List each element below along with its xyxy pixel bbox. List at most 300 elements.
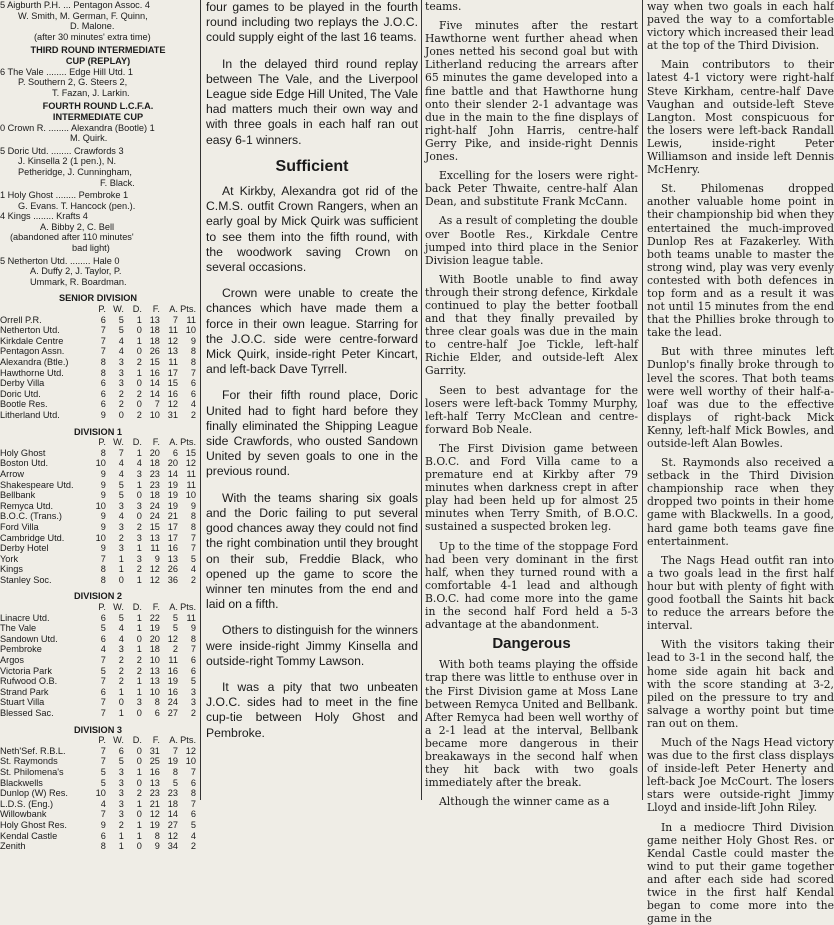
stat-cell: 0 (118, 574, 124, 585)
stat-cell: 16 (167, 665, 178, 676)
paragraph: Much of the Nags Head victory was due to the first class displays of inside-left Peter Henerty and left-back Joe McCourt. The losers stars were outside-right Jimmy Lloyd and inside-lift John Riley. (647, 735, 834, 815)
stat-cell: 10 (185, 490, 196, 501)
table-row (0, 831, 196, 842)
stat-cell: 9 (100, 490, 106, 501)
stat-cell: 15 (185, 447, 196, 458)
stat-cell: 4 (118, 346, 124, 357)
team-name: Strand Park (0, 686, 49, 697)
result-line: 0 Crown R. ........ Alexandra (Bootle) 1 (0, 122, 155, 133)
stat-cell: 19 (149, 623, 160, 634)
stat-cell: 3 (190, 697, 196, 708)
stat-cell: 15 (149, 521, 160, 532)
stat-cell: 8 (100, 447, 106, 458)
result-line: bad light) (72, 243, 110, 254)
paragraph: At Kirkby, Alexandra got rid of the C.M.S. outfit Crown Rangers, when an early goal by Mick Quirk was sufficient to see them into the fifth round, with the woodwork saving Crown on several occasions. (206, 184, 418, 275)
stat-cell: 8 (190, 788, 196, 799)
stat-cell: 0 (136, 511, 142, 522)
header-cell (0, 735, 88, 746)
header-cell: P. (98, 735, 106, 746)
header-cell: D. (132, 735, 142, 746)
table-row (0, 522, 196, 533)
table-title: DIVISION 2 (74, 591, 122, 602)
table-row (0, 543, 196, 554)
table-row (0, 399, 196, 410)
table-row (0, 501, 196, 512)
result-block (0, 67, 196, 99)
header-cell: F. (152, 437, 160, 448)
stat-cell: 3 (118, 798, 124, 809)
stat-cell: 18 (149, 644, 160, 655)
stat-cell: 4 (100, 798, 106, 809)
stat-cell: 9 (100, 479, 106, 490)
team-name: Zenith (0, 841, 26, 852)
stat-cell: 6 (118, 745, 124, 756)
result-line: Ummark, R. Boardman. (30, 276, 127, 287)
result-line: D. Malone. (70, 21, 115, 32)
stat-cell: 9 (190, 500, 196, 511)
stat-cell: 2 (136, 655, 142, 666)
stat-cell: 7 (190, 532, 196, 543)
stat-cell: 7 (172, 314, 178, 325)
stat-cell: 34 (167, 841, 178, 852)
result-block (0, 146, 196, 188)
table-header-row (0, 602, 196, 613)
stat-cell: 7 (172, 745, 178, 756)
stat-cell: 8 (190, 633, 196, 644)
table-row (0, 746, 196, 757)
team-name: Boston Utd. (0, 458, 49, 469)
stat-cell: 8 (100, 841, 106, 852)
stat-cell: 23 (149, 479, 160, 490)
stat-cell: 2 (118, 655, 124, 666)
section-heading: CUP (REPLAY) (65, 55, 131, 66)
stat-cell: 3 (118, 367, 124, 378)
stat-cell: 2 (118, 819, 124, 830)
stat-cell: 9 (190, 623, 196, 634)
stat-cell: 2 (118, 388, 124, 399)
stat-cell: 10 (95, 532, 106, 543)
stat-cell: 0 (136, 325, 142, 336)
result-line: 5 Aigburth P.H. ... Pentagon Assoc. 4 (0, 0, 150, 10)
stat-cell: 23 (167, 788, 178, 799)
stat-cell: 6 (172, 447, 178, 458)
paragraph: In a mediocre Third Division game neither Holy Ghost Res. or Kendal Castle could master the wind to put their game together and after each side had scored twice in the first half Kendal began to come more into the game in the (647, 820, 834, 925)
section-heading: FOURTH ROUND L.C.F.A. (42, 101, 154, 112)
result-line: 5 Netherton Utd. ........ Hale 0 (0, 255, 120, 266)
league-tables (0, 293, 196, 851)
stat-cell: 7 (100, 325, 106, 336)
paragraph: Although the winner came as a (439, 795, 610, 809)
stat-cell: 0 (136, 633, 142, 644)
stat-cell: 8 (154, 697, 160, 708)
table-row (0, 666, 196, 677)
stat-cell: 18 (149, 335, 160, 346)
stat-cell: 1 (136, 676, 142, 687)
table-row (0, 788, 196, 799)
stat-cell: 2 (118, 532, 124, 543)
result-line: A. Bibby 2, C. Bell (40, 221, 115, 232)
stat-cell: 16 (149, 766, 160, 777)
stat-cell: 21 (167, 511, 178, 522)
stat-cell: 1 (136, 367, 142, 378)
stat-cell: 31 (149, 745, 160, 756)
table-row (0, 357, 196, 368)
stat-cell: 5 (118, 756, 124, 767)
stat-cell: 14 (167, 468, 178, 479)
stat-cell: 0 (136, 809, 142, 820)
header-cell: W. (113, 602, 124, 613)
result-line: M. Quirk. (70, 133, 108, 144)
stat-cell: 6 (190, 655, 196, 666)
stat-cell: 27 (167, 708, 178, 718)
stat-cell: 8 (100, 564, 106, 575)
stat-cell: 3 (118, 357, 124, 367)
stat-cell: 8 (100, 367, 106, 378)
paragraph: With the teams sharing six goals and the Doric failing to put several good chances away they could not find the right combination until they brought on their sub, Freddie Black, who opened up the game to score the winner ten minutes from the end and laid on a fifth. (206, 490, 418, 612)
result-line: (abandoned after 110 minutes' (10, 232, 134, 243)
stat-cell: 3 (136, 468, 142, 479)
stat-cell: 4 (136, 458, 142, 469)
team-name: Victoria Park (0, 665, 52, 676)
stat-cell: 19 (167, 756, 178, 767)
column-rule (421, 0, 422, 800)
stat-cell: 9 (100, 409, 106, 420)
stat-cell: 10 (149, 655, 160, 666)
header-cell: A. (169, 735, 178, 746)
stat-cell: 1 (136, 766, 142, 777)
stat-cell: 4 (118, 458, 124, 469)
league-table (0, 437, 196, 585)
stat-cell: 5 (172, 623, 178, 634)
stat-cell: 19 (167, 676, 178, 687)
stat-cell: 0 (136, 708, 142, 718)
table-row (0, 613, 196, 624)
stat-cell: 0 (118, 697, 124, 708)
stat-cell: 1 (136, 543, 142, 554)
stat-cell: 10 (95, 788, 106, 799)
stat-cell: 13 (149, 314, 160, 325)
stat-cell: 1 (136, 686, 142, 697)
stat-cell: 3 (136, 500, 142, 511)
column-rule (642, 0, 643, 800)
column-rule (200, 0, 201, 800)
paragraph: Others to distinguish for the winners were inside-right Jimmy Kinsella and outside-right Tommy Lawson. (206, 623, 418, 668)
stat-cell: 18 (149, 458, 160, 469)
stat-cell: 19 (149, 819, 160, 830)
stat-cell: 4 (100, 644, 106, 655)
stat-cell: 20 (167, 458, 178, 469)
stat-cell: 0 (118, 409, 124, 420)
table-row (0, 458, 196, 469)
stat-cell: 4 (190, 830, 196, 841)
table-header-row (0, 735, 196, 746)
stat-cell: 7 (100, 655, 106, 666)
header-cell (0, 304, 88, 315)
table-row (0, 820, 196, 831)
stat-cell: 2 (118, 676, 124, 687)
stat-cell: 12 (149, 564, 160, 575)
stat-cell: 2 (136, 564, 142, 575)
table-row (0, 325, 196, 336)
team-name: Blackwells (0, 777, 43, 788)
table-row (0, 448, 196, 459)
stat-cell: 5 (172, 612, 178, 623)
stat-cell: 13 (149, 532, 160, 543)
team-name: Ford Villa (0, 521, 39, 532)
stat-cell: 24 (149, 500, 160, 511)
stat-cell: 19 (167, 500, 178, 511)
subheading: Sufficient (275, 157, 349, 175)
stat-cell: 19 (167, 490, 178, 501)
stat-cell: 2 (136, 409, 142, 420)
result-line: J. Kinsella 2 (1 pen.), N. (18, 156, 117, 167)
stat-cell: 4 (118, 511, 124, 522)
stat-cell: 5 (118, 314, 124, 325)
table-row (0, 389, 196, 400)
team-name: Derby Villa (0, 378, 45, 389)
stat-cell: 13 (149, 777, 160, 788)
stat-cell: 9 (154, 841, 160, 852)
stat-cell: 18 (167, 798, 178, 809)
stat-cell: 10 (149, 409, 160, 420)
header-cell: P. (98, 602, 106, 613)
team-name: Willowbank (0, 809, 47, 820)
stat-cell: 5 (100, 623, 106, 634)
table-row (0, 708, 196, 719)
table-row (0, 697, 196, 708)
stat-cell: 6 (154, 708, 160, 718)
table-title: SENIOR DIVISION (58, 293, 138, 304)
result-line: (after 30 minutes' extra time) (34, 31, 151, 42)
header-cell: A. (169, 304, 178, 315)
table-row (0, 346, 196, 357)
stat-cell: 22 (149, 612, 160, 623)
stat-cell: 4 (118, 335, 124, 346)
table-row (0, 554, 196, 565)
table-row (0, 368, 196, 379)
header-cell: Pts. (180, 735, 196, 746)
table-row (0, 687, 196, 698)
header-cell: W. (113, 437, 124, 448)
team-name: L.D.S. (Eng.) (0, 798, 54, 809)
team-name: Sandown Utd. (0, 633, 58, 644)
stat-cell: 6 (100, 388, 106, 399)
stat-cell: 8 (100, 574, 106, 585)
stat-cell: 17 (167, 367, 178, 378)
stat-cell: 3 (118, 766, 124, 777)
stat-cell: 11 (186, 612, 196, 623)
stat-cell: 6 (190, 378, 196, 389)
stat-cell: 18 (149, 325, 160, 336)
stat-cell: 4 (118, 468, 124, 479)
header-cell: A. (169, 602, 178, 613)
stat-cell: 3 (136, 532, 142, 543)
stat-cell: 7 (190, 644, 196, 655)
team-name: Hawthorne Utd. (0, 367, 64, 378)
team-name: Bellbank (0, 490, 36, 501)
stat-cell: 23 (149, 468, 160, 479)
stat-cell: 6 (190, 777, 196, 788)
stat-cell: 6 (100, 378, 106, 389)
stat-cell: 12 (167, 633, 178, 644)
stat-cell: 2 (136, 788, 142, 799)
stat-cell: 15 (167, 378, 178, 389)
team-name: Bootle Res. (0, 399, 48, 410)
stat-cell: 12 (149, 809, 160, 820)
result-line: 1 Holy Ghost ........ Pembroke 1 (0, 190, 129, 201)
header-cell: Pts. (180, 602, 196, 613)
team-name: Orrell P.R. (0, 314, 42, 325)
stat-cell: 26 (149, 346, 160, 357)
stat-cell: 17 (167, 521, 178, 532)
paragraph: But with three minutes left Dunlop's finally broke through to level the scores. That both teams were well worthy of their half-a-loaf was due to the effective displays of right-back Mick Kenny, left-half Mick Bowles, and outside-left Alan Bowles. (647, 345, 834, 450)
table-row (0, 644, 196, 655)
stat-cell: 12 (149, 574, 160, 585)
stat-cell: 1 (118, 686, 124, 697)
stat-cell: 16 (149, 367, 160, 378)
stat-cell: 12 (167, 335, 178, 346)
table-row (0, 767, 196, 778)
header-cell: F. (152, 304, 160, 315)
stat-cell: 9 (154, 553, 160, 564)
table-row (0, 809, 196, 820)
table-row (0, 378, 196, 389)
stat-cell: 17 (167, 532, 178, 543)
stat-cell: 9 (100, 468, 106, 479)
stat-cell: 8 (190, 521, 196, 532)
header-cell: W. (113, 735, 124, 746)
team-name: Kendal Castle (0, 830, 58, 841)
stat-cell: 14 (167, 809, 178, 820)
stat-cell: 0 (136, 490, 142, 501)
stat-cell: 1 (118, 564, 124, 575)
stat-cell: 5 (190, 819, 196, 830)
stat-cell: 36 (167, 574, 178, 585)
result-line: P. Southern 2, G. Steers 2, (18, 77, 128, 88)
stat-cell: 7 (190, 798, 196, 809)
league-table (0, 304, 196, 421)
stat-cell: 7 (190, 367, 196, 378)
stat-cell: 5 (100, 777, 106, 788)
result-line: 4 Kings ........ Krafts 4 (0, 211, 88, 222)
stat-cell: 8 (190, 346, 196, 357)
table-row (0, 490, 196, 501)
stat-cell: 19 (167, 479, 178, 490)
stat-cell: 24 (167, 697, 178, 708)
paragraph: Seen to best advantage for the losers were left-back Tommy Murphy, left-half Terry McClean and centre-forward Bob Neale. (425, 383, 638, 436)
stat-cell: 1 (136, 574, 142, 585)
stat-cell: 9 (100, 819, 106, 830)
stat-cell: 7 (100, 335, 106, 346)
table-row (0, 756, 196, 767)
paragraph: Crown were unable to create the chances which have made them a force in their own league. Starring for the J.O.C. side were centre-forward Mick Quirk, inside-right Peter Kincart, and left-back Dave Tyrrell. (206, 286, 418, 377)
stat-cell: 20 (149, 633, 160, 644)
stat-cell: 6 (100, 314, 106, 325)
stat-cell: 3 (118, 521, 124, 532)
result-line: 6 The Vale ........ Edge Hill Utd. 1 (0, 66, 133, 77)
stat-cell: 2 (190, 574, 196, 585)
stat-cell: 8 (154, 830, 160, 841)
team-name: St. Raymonds (0, 756, 58, 767)
stat-cell: 5 (172, 777, 178, 788)
table-row (0, 511, 196, 522)
table-row (0, 410, 196, 421)
header-cell: P. (98, 437, 106, 448)
stat-cell: 4 (190, 399, 196, 410)
stat-cell: 3 (118, 777, 124, 788)
stat-cell: 5 (190, 676, 196, 687)
table-title: DIVISION 3 (74, 724, 122, 735)
league-table (0, 602, 196, 719)
header-cell (0, 437, 88, 448)
team-name: Holy Ghost Res. (0, 819, 67, 830)
table-row (0, 676, 196, 687)
stat-cell: 1 (136, 335, 142, 346)
paragraph: St. Philomenas dropped another valuable home point in their championship bid when they entertained the much-improved Dunlop Res at Fazakerley. With both teams unable to master the strong wind, play was very evenly contested with both defences in top form and as a result it was not until 15 minutes from the end that the Phillies broke through to take the lead. (647, 182, 834, 340)
stat-cell: 3 (118, 644, 124, 655)
stat-cell: 2 (118, 665, 124, 676)
stat-cell: 5 (118, 612, 124, 623)
paragraph: In the delayed third round replay between The Vale, and the Liverpool League side Edge Hill United, The Vale had matters much their own way and with three goals in each half ran out easy 6-1 winners. (206, 56, 418, 147)
stat-cell: 7 (154, 399, 160, 410)
team-name: Litherland Utd. (0, 409, 60, 420)
stat-cell: 14 (149, 388, 160, 399)
league-table (0, 735, 196, 852)
stat-cell: 26 (167, 564, 178, 575)
paragraph: The First Division game between B.O.C. and Ford Villa came to a premature end at Kirkby after 79 minutes when darkness crept in after play had been held up for almost 25 minutes when Terry Smith, of B.O.C. sustained a suspected broken leg. (425, 441, 638, 534)
stat-cell: 3 (136, 697, 142, 708)
stat-cell: 5 (100, 665, 106, 676)
team-name: Remyca Utd. (0, 500, 54, 511)
team-name: Kirkdale Centre (0, 335, 64, 346)
header-cell (0, 602, 88, 613)
stat-cell: 1 (118, 830, 124, 841)
paragraph: With the visitors taking their lead to 3-1 in the second half, the home side again hit back and with the score standing at 3-2, piled on the pressure to try and salvage a worthy point but time ran out on them. (647, 638, 834, 730)
stat-cell: 1 (118, 553, 124, 564)
table-row (0, 841, 196, 852)
stat-cell: 8 (190, 511, 196, 522)
team-name: Cambridge Utd. (0, 532, 65, 543)
header-cell: A. (169, 437, 178, 448)
stat-cell: 15 (149, 357, 160, 367)
stat-cell: 3 (190, 686, 196, 697)
team-name: Netherton Utd. (0, 325, 60, 336)
stat-cell: 13 (167, 346, 178, 357)
stat-cell: 27 (167, 819, 178, 830)
stat-cell: 8 (172, 766, 178, 777)
stat-cell: 7 (190, 766, 196, 777)
stat-cell: 2 (136, 357, 142, 367)
stat-cell: 2 (136, 521, 142, 532)
stat-cell: 16 (167, 388, 178, 399)
stat-cell: 9 (190, 335, 196, 346)
stat-cell: 23 (149, 788, 160, 799)
table-header-row (0, 437, 196, 448)
header-cell: D. (132, 602, 142, 613)
stat-cell: 11 (186, 314, 196, 325)
stat-cell: 2 (136, 665, 142, 676)
team-name: Stuart Villa (0, 697, 45, 708)
article-column-3 (425, 0, 638, 809)
stat-cell: 7 (100, 697, 106, 708)
stat-cell: 3 (118, 500, 124, 511)
stat-cell: 2 (190, 708, 196, 718)
team-name: Kings (0, 564, 23, 575)
result-line: F. Black. (100, 177, 135, 188)
header-cell: W. (113, 304, 124, 315)
stat-cell: 7 (100, 708, 106, 718)
paragraph: St. Raymonds also received a setback in the Third Division championship race when they dropped two points in their home game with Blackwells. In a good, hard game both teams gave fine entertainment. (647, 456, 834, 548)
